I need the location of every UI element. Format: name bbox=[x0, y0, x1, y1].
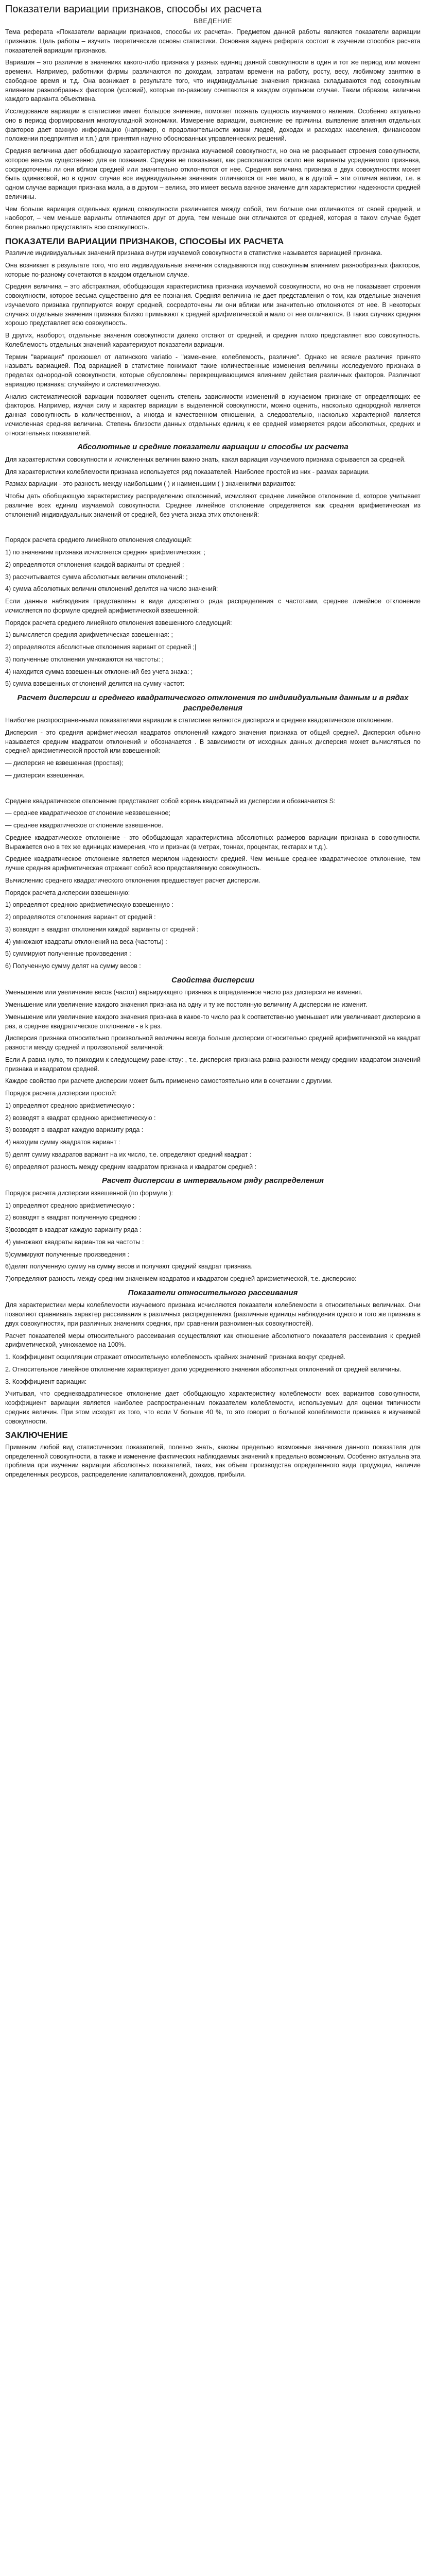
paragraph: Она возникает в результате того, что его индивидуальные значения складываются под совокупным влиянием разнообразных факторов, которые по-разному сочетаются в каждом отдельном случае. bbox=[5, 261, 421, 278]
formula-gap bbox=[5, 522, 421, 536]
paragraph: Средняя величина – это абстрактная, обобщающая характеристика признака изучаемой совокупности, но она не показывает строения совокупности, которое весьма существенно для ее познания. Средняя величина не дает представления о том, как отдельные значения изучаемого признака группируются вокруг средней, сосредоточены ли они вблизи или значительно отклоняются от нее. В некоторых случаях отдельные значения признака близко примыкают к средней арифметической и мало от нее отличаются. В таких случаях средняя хорошо представляет всю совокупность. bbox=[5, 283, 421, 327]
document-body bbox=[5, 28, 421, 1480]
paragraph: Дисперсия - это средняя арифметическая квадратов отклонений каждого значения признака от общей средней. Дисперсия обычно называется средним квадратом отклонений и обозначается . В зависимости от исходных данных дисперсия может вычисляться по средней арифметической простой или взвешенной: bbox=[5, 728, 421, 755]
paragraph: Чтобы дать обобщающую характеристику распределению отклонений, исчисляют среднее линейное отклонение d, которое учитывает различие всех единиц изучаемой совокупности. Среднее линейное отклонение определяется как средняя арифметическая из отклонений индивидуальных значений от средней, без учета знака этих отклонений: bbox=[5, 493, 421, 518]
text-line: — среднее квадратическое отклонение невзвешенное; bbox=[5, 809, 170, 817]
paragraph: Для характеристики меры колеблемости изучаемого признака исчисляются показатели колеблемости в относительных величинах. Они позволяют сравнивать характер рассеивания в различных распределениях (различные единицы наблюдения одного и того же признака в двух совокупностях, при различных значениях средних, при сравнении разноименных совокупностей). bbox=[5, 1301, 421, 1327]
text-line: 3. Коэффициент вариации: bbox=[5, 1378, 87, 1385]
text-line: 2) возводят в квадрат среднюю арифметическую : bbox=[5, 1114, 156, 1122]
text-line: 3) возводят в квадрат каждую варианту ряда : bbox=[5, 1126, 144, 1134]
paragraph: Чем больше вариация отдельных единиц совокупности различается между собой, тем больше они отличаются от своей средней, и наоборот, – чем меньше варианты отличаются друг от друга, тем меньше они отличаются от средней, которая в таком случае будет более реально представлять всю совокупность. bbox=[5, 205, 421, 231]
paragraph: Уменьшение или увеличение каждого значения признака в какое-то число раз k соответственно уменьшает или увеличивает дисперсию в раз, а среднее квадратическое отклонение - в k раз. bbox=[5, 1013, 421, 1030]
paragraph: Для характеристики колеблемости признака используется ряд показателей. Наиболее простой из них - размах вариации. bbox=[5, 468, 370, 476]
text-line: Порядок расчета дисперсии взвешенной (по формуле ): bbox=[5, 1189, 173, 1197]
paragraph: Среднее квадратическое отклонение представляет собой корень квадратный из дисперсии и обозначается S: bbox=[5, 797, 336, 805]
text-line: 4) умножают квадраты отклонений на веса (частоты) : bbox=[5, 938, 167, 945]
subsection-heading: Показатели относительного рассеивания bbox=[128, 1288, 298, 1297]
paragraph: Различие индивидуальных значений признака внутри изучаемой совокупности в статистике называется вариацией признака. bbox=[5, 249, 382, 257]
text-line: 6) Полученную сумму делят на сумму весов : bbox=[5, 962, 141, 970]
paragraph: Дисперсия признака относительно произвольной величины всегда больше дисперсии относительно средней арифметической на квадрат разности между средней и произвольной величиной: bbox=[5, 1035, 421, 1052]
text-line: 2) определяются отклонения вариант от средней : bbox=[5, 913, 156, 921]
text-line: 4) умножают квадраты вариантов на частоты : bbox=[5, 1238, 144, 1246]
paragraph: Вариация – это различие в значениях какого-либо признака у разных единиц данной совокупности в один и тот же период или момент времени. Например, работники фирмы различаются по доходам, затратам времени на работу, росту, весу, любимому занятию в свободное время и т.д. Она возникает в результате того, что индивидуальные значения признака складываются под совокупным влиянием разнообразных факторов (условий), которые по-разному сочетаются в каждом отдельном случае. Таким образом, величина каждого варианта объективна. bbox=[5, 59, 421, 103]
paragraph: 5) делят сумму квадратов вариант на их число, т.е. определяют средний квадрат : bbox=[5, 1150, 252, 1158]
text-line: 4) находится сумма взвешенных отклонений без учета знака: ; bbox=[5, 668, 193, 675]
text-line: 2) определяются абсолютные отклонения вариант от средней ;| bbox=[5, 643, 197, 651]
text-line: — дисперсия не взвешенная (простая); bbox=[5, 759, 124, 767]
paragraph: Уменьшение или увеличение весов (частот) варьирующего признака в определенное число раз дисперсии не изменит. bbox=[5, 989, 363, 996]
paragraph: Средняя величина дает обобщающую характеристику признака изучаемой совокупности, но она не раскрывает строения совокупности, которое весьма существенно для ее познания. Средняя не показывает, как располагаются около нее варианты усредняемого признака, сосредоточены ли они вблизи средней или значительно отклоняются от нее. Средняя величина признака в двух совокупностях может быть одинаковой, но в одном случае все индивидуальные значения отличаются от нее мало, а в другой – эти отличия велики, т.е. в одном случае вариация признака мала, а в другом – велика, это имеет весьма важное значение для характеристики надежности средней величины. bbox=[5, 147, 421, 200]
paragraph: Исследование вариации в статистике имеет большое значение, помогает познать сущность изучаемого явления. Особенно актуально оно в период формирования многоукладной экономики. Измерение вариации, выяснение ее причины, выявление влияния отдельных факторов дает важную информацию (например, о продолжительности жизни людей, доходах и расходах населения, финансовом положении предприятия и т.п.) для принятия научно обоснованных управленческих решений. bbox=[5, 108, 421, 143]
paragraph: Среднее квадратическое отклонение является мерилом надежности средней. Чем меньше среднее квадратическое отклонение, тем лучше средняя арифметическая отражает собой всю представляемую совокупность. bbox=[5, 855, 421, 872]
text-line: 1) определяют среднюю арифметическую : bbox=[5, 1201, 135, 1209]
section-heading: ПОКАЗАТЕЛИ ВАРИАЦИИ ПРИЗНАКОВ, СПОСОБЫ ИХ РАСЧЕТА bbox=[5, 236, 284, 246]
paragraph: В других, наоборот, отдельные значения совокупности далеко отстают от средней, и средняя плохо представляет всю совокупность. Колеблемость отдельных значений характеризуют показатели вариации. bbox=[5, 332, 421, 348]
subsection-heading: Свойства дисперсии bbox=[171, 975, 254, 985]
paragraph: Применим любой вид статистических показателей, полезно знать, каковы предельно возможные значения данного показателя для определенной совокупности, а также и изменение фактических наблюдаемых значений к предельно возможным. Особенно актуальна эта проблема при изучении вариации абсолютных показателей, таких, как объем производства определенного вида продукции, наличие определенных ресурсов, распределение капиталовложений, доходов, прибыли. bbox=[5, 1443, 421, 1479]
text-line: 2) возводят в квадрат полученную среднюю : bbox=[5, 1214, 141, 1222]
paragraph: Термин "вариация" произошел от латинского variatio - "изменение, колеблемость, различие". Однако не всякие различия принято называть вариацией. Под вариацией в статистике понимают такие количественные изменения величины исследуемого признака в пределах однородной совокупности, которые обусловлены перекрещивающимся влиянием действия различных факторов. Различают вариацию признака: случайную и систематическую. bbox=[5, 353, 421, 388]
paragraph: Для характеристики совокупности и исчисленных величин важно знать, какая вариация изучаемого признака скрывается за средней. bbox=[5, 455, 406, 463]
subsection-heading: Абсолютные и средние показатели вариации и способы их расчета bbox=[77, 443, 348, 452]
intro-section-label: ВВЕДЕНИЕ bbox=[194, 17, 232, 25]
paragraph: Каждое свойство при расчете дисперсии может быть применено самостоятельно или в сочетании с другими. bbox=[5, 1077, 333, 1085]
paragraph: Если данные наблюдения представлены в виде дискретного ряда распределения с частотами, среднее линейное отклонение исчисляется по формуле средней арифметической взвешенной: bbox=[5, 598, 421, 614]
text-line: 3) полученные отклонения умножаются на частоты: ; bbox=[5, 655, 164, 663]
paragraph: Среднее квадратическое отклонение - это обобщающая характеристика абсолютных размеров вариации признака в совокупности. Выражается оно в тех же единицах измерения, что и признак (в метрах, тоннах, процентах, гектарах и т.д.). bbox=[5, 834, 421, 851]
paragraph: Если А равна нулю, то приходим к следующему равенству: , т.е. дисперсия признака равна разности между средним квадратом значений признака и квадратом средней. bbox=[5, 1056, 421, 1073]
text-line: 5) сумма взвешенных отклонений делится на сумму частот: bbox=[5, 680, 185, 688]
text-line: — среднее квадратическое отклонение взвешенное. bbox=[5, 822, 164, 829]
paragraph: Анализ систематической вариации позволяет оценить степень зависимости изменений в изучаемом признаке от определяющих ее факторов. Например, изучая силу и характер вариации в выделенной совокупности, можно оценить, насколько однородной является данная совокупность в количественном, а иногда и качественном отношении, а следовательно, насколько характерной является исчисленная средняя величина. Степень близости данных отдельных единиц к ее средней измеряется рядом абсолютных, средних и относительных показателей. bbox=[5, 393, 421, 437]
paragraph: Учитывая, что среднеквадратическое отклонение дает обобщающую характеристику колеблемости всех вариантов совокупности, коэффициент вариации является наиболее распространенным показателем колеблемости, используемым для оценки типичности средних величин. При этом исходят из того, что если V больше 40 %, то это говорит о большой колеблемости признака в изучаемой совокупности. bbox=[5, 1390, 421, 1425]
text-line: Порядок расчета дисперсии взвешенную: bbox=[5, 889, 130, 896]
paragraph: 2. Относительное линейное отклонение характеризует долю усредненного значения абсолютных отклонений от средней величины. bbox=[5, 1365, 402, 1373]
paragraph: 7)определяют разность между средним значением квадратов и квадратом средней арифметической, т.е. дисперсию: bbox=[5, 1275, 357, 1283]
text-line: 3)возводят в квадрат каждую варианту ряда : bbox=[5, 1226, 142, 1234]
document-title: Показатели вариации признаков, способы их расчета bbox=[5, 4, 262, 15]
paragraph: Наиболее распространенными показателями вариации в статистике являются дисперсия и среднее квадратическое отклонение. bbox=[5, 717, 393, 724]
section-heading: ЗАКЛЮЧЕНИЕ bbox=[5, 1430, 68, 1440]
paragraph: Расчет показателей меры относительного рассеивания осуществляют как отношение абсолютного показателя рассеивания к средней арифметической, умножаемое на 100%. bbox=[5, 1332, 421, 1349]
text-line: 3) возводят в квадрат отклонения каждой варианты от средней : bbox=[5, 925, 199, 933]
text-line: Порядок расчета среднего линейного отклонения взвешенного следующий: bbox=[5, 619, 232, 626]
paragraph: Вычислению среднего квадратического отклонения предшествует расчет дисперсии. bbox=[5, 876, 260, 884]
text-line: 1) по значениям признака исчисляется средняя арифметическая: ; bbox=[5, 549, 205, 556]
paragraph: Размах вариации - это разность между наибольшим ( ) и наименьшим ( ) значениями вариантов: bbox=[5, 480, 296, 488]
text-line: 5)суммируют полученные произведения : bbox=[5, 1250, 130, 1258]
text-line: 5) суммируют полученные произведения : bbox=[5, 950, 131, 958]
text-line: Порядок расчета среднего линейного отклонения следующий: bbox=[5, 536, 192, 544]
paragraph: Тема реферата «Показатели вариации признаков, способы их расчета». Предметом данной работы являются показатели вариации признаков. Цель работы – изучить теоретические основы статистики. Основная задача реферата состоит в изучении способов расчета показателей вариации признаков. bbox=[5, 28, 421, 54]
paragraph: Уменьшение или увеличение каждого значения признака на одну и ту же постоянную величину А дисперсии не изменит. bbox=[5, 1001, 368, 1009]
text-line: 3) рассчитывается сумма абсолютных величин отклонений: ; bbox=[5, 573, 188, 581]
paragraph: 1. Коэффициент осцилляции отражает относительную колеблемость крайних значений признака вокруг средней. bbox=[5, 1353, 346, 1361]
text-line: 1) вычисляется средняя арифметическая взвешенная: ; bbox=[5, 631, 173, 639]
paragraph: 6)делят полученную сумму на сумму весов и получают средний квадрат признака. bbox=[5, 1263, 253, 1270]
text-line: — дисперсия взвешенная. bbox=[5, 771, 85, 779]
text-line: Порядок расчета дисперсии простой: bbox=[5, 1090, 117, 1097]
text-line: 4) сумма абсолютных величин отклонений делится на число значений: bbox=[5, 585, 218, 593]
text-line: 1) определяют среднюю арифметическую взвешенную : bbox=[5, 901, 173, 909]
text-line: 1) определяют среднюю арифметическую : bbox=[5, 1101, 135, 1109]
paragraph: 6) определяют разность между средним квадратом признака и квадратом средней : bbox=[5, 1163, 257, 1171]
formula-gap bbox=[5, 784, 421, 797]
text-line: 4) находим сумму квадратов вариант : bbox=[5, 1139, 120, 1146]
text-line: 2) определяются отклонения каждой варианты от средней ; bbox=[5, 561, 184, 568]
subsection-heading: Расчет дисперсии в интервальном ряду распределения bbox=[101, 1176, 324, 1185]
subsection-heading: Расчет дисперсии и среднего квадратического отклонения по индивидуальным данным и в рядах распределения bbox=[17, 693, 409, 713]
